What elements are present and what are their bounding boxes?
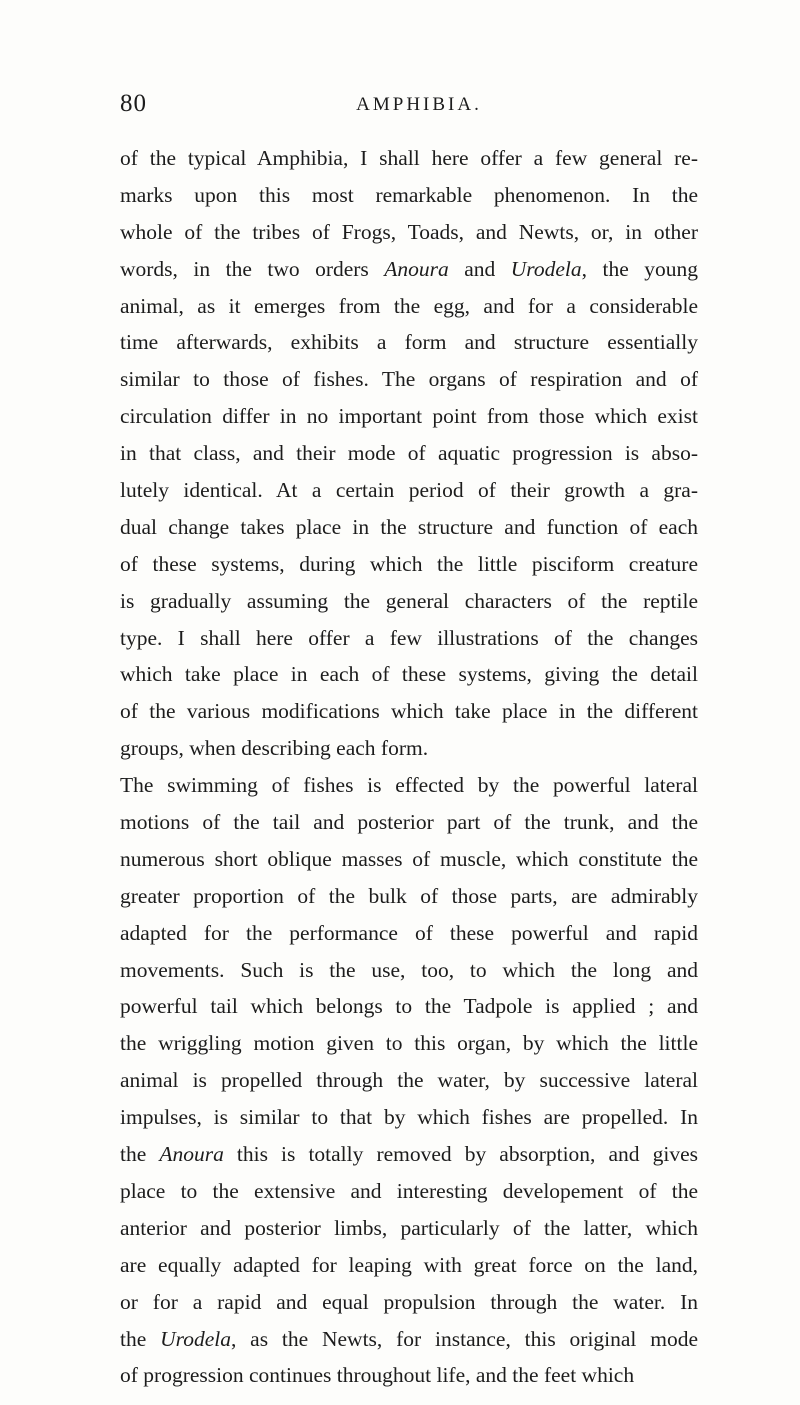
text-line bbox=[120, 767, 698, 804]
text-line bbox=[120, 361, 698, 398]
text-run: movements. Such is the use, too, to which the long and bbox=[120, 957, 698, 982]
italic-term: Urodela bbox=[510, 256, 582, 281]
text-line bbox=[120, 1136, 698, 1173]
body-text bbox=[120, 140, 698, 1394]
text-line bbox=[120, 656, 698, 693]
text-line bbox=[120, 251, 698, 288]
text-run: is gradually assuming the general characters of the reptile bbox=[120, 588, 698, 613]
text-line bbox=[120, 952, 698, 989]
text-run: the bbox=[120, 1326, 161, 1351]
text-line bbox=[120, 398, 698, 435]
text-line bbox=[120, 177, 698, 214]
italic-term: Anoura bbox=[159, 1142, 224, 1167]
text-run: numerous short oblique masses of muscle, which constitute the bbox=[120, 846, 698, 871]
page-header bbox=[0, 84, 800, 124]
text-line bbox=[120, 693, 698, 730]
text-run: this is totally removed by absorption, and gives bbox=[223, 1142, 698, 1167]
text-line bbox=[120, 915, 698, 952]
text-line bbox=[120, 324, 698, 361]
text-line bbox=[120, 472, 698, 509]
text-line bbox=[120, 583, 698, 620]
text-run: animal, as it emerges from the egg, and for a considerable bbox=[120, 293, 698, 318]
text-run: time afterwards, exhibits a form and structure essentially bbox=[120, 330, 698, 355]
text-run: are equally adapted for leaping with great force on the land, bbox=[120, 1252, 698, 1277]
text-run: the wriggling motion given to this organ, by which the little bbox=[120, 1031, 698, 1056]
text-run: circulation differ in no important point from those which exist bbox=[120, 404, 698, 429]
text-line bbox=[120, 140, 698, 177]
text-line bbox=[120, 1247, 698, 1284]
text-line bbox=[120, 214, 698, 251]
text-run: groups, when describing each form. bbox=[120, 736, 429, 761]
text-run: which take place in each of these systems, giving the detail bbox=[120, 662, 698, 687]
text-run: impulses, is similar to that by which fishes are propelled. In bbox=[120, 1105, 698, 1130]
page-number: 80 bbox=[120, 90, 147, 117]
text-run: , as the Newts, for instance, this original mode bbox=[230, 1326, 698, 1351]
text-run: lutely identical. At a certain period of their growth a gra- bbox=[120, 478, 698, 503]
text-run: The swimming of fishes is effected by the powerful lateral bbox=[120, 773, 698, 798]
text-line bbox=[120, 1357, 698, 1394]
text-run: of these systems, during which the little pisciform creature bbox=[120, 551, 698, 576]
text-run: or for a rapid and equal propulsion through the water. In bbox=[120, 1289, 698, 1314]
text-line bbox=[120, 1321, 698, 1358]
text-line bbox=[120, 1210, 698, 1247]
text-line bbox=[120, 730, 698, 767]
text-line bbox=[120, 1025, 698, 1062]
text-run: animal is propelled through the water, by successive lateral bbox=[120, 1068, 698, 1093]
running-head: AMPHIBIA. bbox=[356, 94, 482, 115]
text-line bbox=[120, 435, 698, 472]
text-run: , the young bbox=[581, 256, 698, 281]
text-run: in that class, and their mode of aquatic progression is abso- bbox=[120, 441, 698, 466]
italic-term: Anoura bbox=[384, 256, 449, 281]
text-line bbox=[120, 1099, 698, 1136]
text-run: and bbox=[448, 256, 511, 281]
text-line bbox=[120, 1173, 698, 1210]
text-run: powerful tail which belongs to the Tadpole is applied ; and bbox=[120, 994, 698, 1019]
text-line bbox=[120, 804, 698, 841]
text-line bbox=[120, 288, 698, 325]
text-run: similar to those of fishes. The organs of respiration and of bbox=[120, 367, 698, 392]
text-run: the bbox=[120, 1142, 160, 1167]
text-run: motions of the tail and posterior part of the trunk, and the bbox=[120, 810, 698, 835]
text-run: adapted for the performance of these powerful and rapid bbox=[120, 920, 698, 945]
text-run: whole of the tribes of Frogs, Toads, and Newts, or, in other bbox=[120, 219, 698, 244]
text-run: type. I shall here offer a few illustrations of the changes bbox=[120, 625, 698, 650]
text-line bbox=[120, 620, 698, 657]
text-run: of the various modifications which take place in the different bbox=[120, 699, 698, 724]
text-line bbox=[120, 509, 698, 546]
text-run: of progression continues throughout life, and the feet which bbox=[120, 1363, 635, 1388]
text-line bbox=[120, 988, 698, 1025]
text-run: of the typical Amphibia, I shall here offer a few general re- bbox=[120, 146, 698, 170]
text-line bbox=[120, 546, 698, 583]
text-run: words, in the two orders bbox=[120, 256, 385, 281]
text-line bbox=[120, 841, 698, 878]
text-run: anterior and posterior limbs, particularly of the latter, which bbox=[120, 1215, 698, 1240]
italic-term: Urodela bbox=[160, 1326, 231, 1351]
text-run: greater proportion of the bulk of those parts, are admirably bbox=[120, 883, 698, 908]
text-run: marks upon this most remarkable phenomenon. In the bbox=[120, 182, 698, 207]
text-line bbox=[120, 1284, 698, 1321]
text-run: dual change takes place in the structure and function of each bbox=[120, 514, 698, 539]
text-line bbox=[120, 878, 698, 915]
text-run: place to the extensive and interesting developement of the bbox=[120, 1178, 698, 1203]
text-line bbox=[120, 1062, 698, 1099]
